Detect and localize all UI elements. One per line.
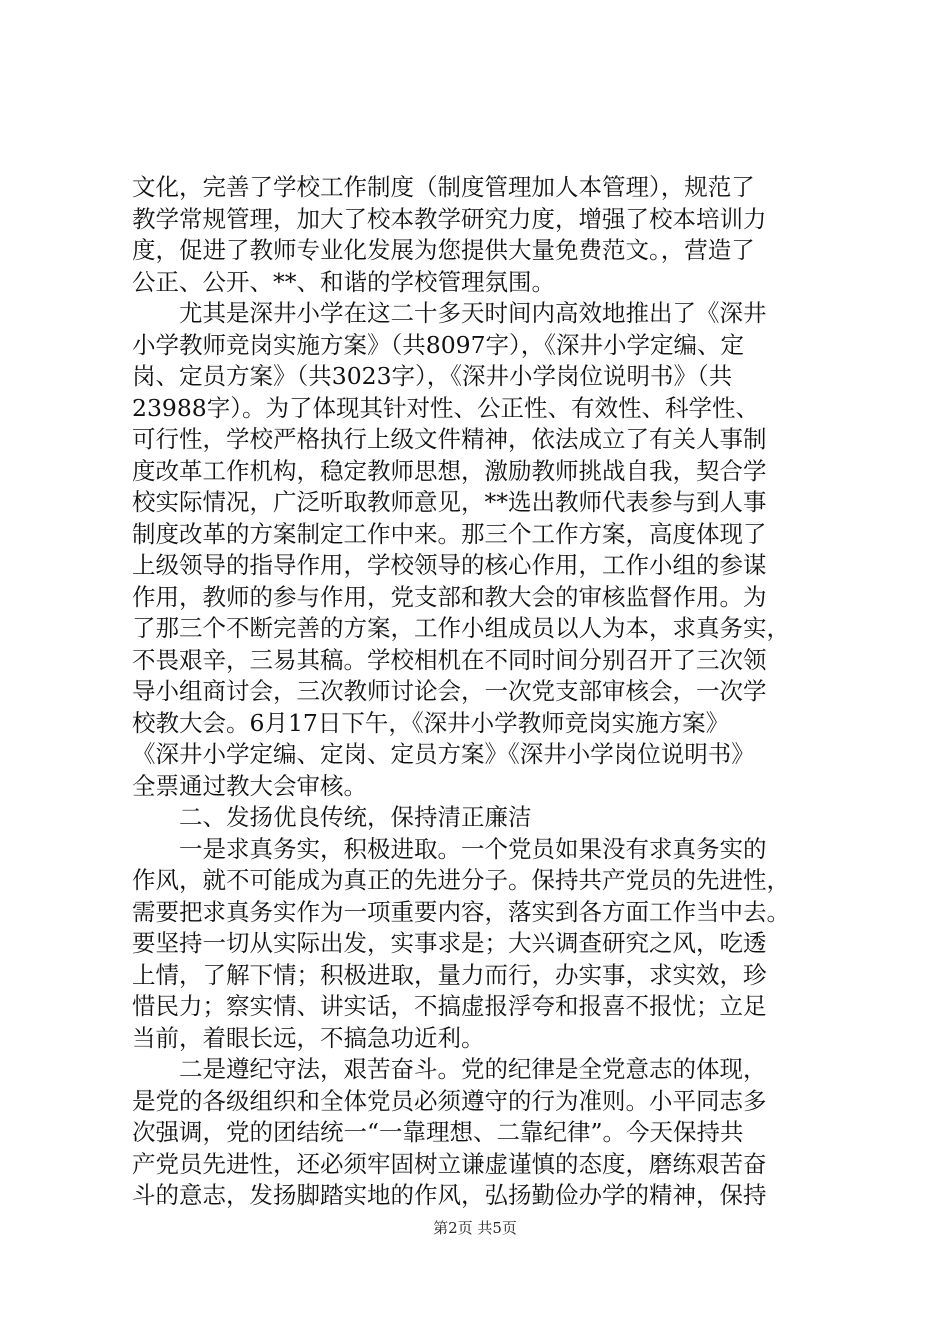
text-line: 校实际情况，广泛听取教师意见，**选出教师代表参与到人事 xyxy=(132,488,767,516)
text-line: 二是遵纪守法，艰苦奋斗。党的纪律是全党意志的体现， xyxy=(179,1055,767,1083)
text-line: 不畏艰辛，三易其稿。学校相机在不同时间分别召开了三次领 xyxy=(132,645,767,674)
text-line: 制度改革的方案制定工作中来。那三个工作方案，高度体现了 xyxy=(132,519,767,548)
page-number: 第2页 共5页 xyxy=(433,1219,517,1237)
text-line: 是党的各级组织和全体党员必须遵守的行为准则。小平同志多 xyxy=(132,1086,767,1115)
text-line: 23988字）。为了体现其针对性、公正性、有效性、科学性、 xyxy=(132,393,760,422)
text-line: 全票通过教大会审核。 xyxy=(132,771,367,800)
text-line: 作用，教师的参与作用，党支部和教大会的审核监督作用。为 xyxy=(132,582,767,611)
text-line: 惜民力；察实情、讲实话，不搞虚报浮夸和报喜不报忧；立足 xyxy=(132,992,767,1020)
text-line: 当前，着眼长远，不搞急功近利。 xyxy=(132,1023,485,1052)
text-line: 了那三个不断完善的方案，工作小组成员以人为本，求真务实， xyxy=(132,614,790,642)
text-line: 尤其是深井小学在这二十多天时间内高效地推出了《深井 xyxy=(179,299,767,327)
text-line: 上级领导的指导作用，学校领导的核心作用，工作小组的参谋 xyxy=(132,551,767,579)
text-line: 产党员先进性，还必须牢固树立谦虚谨慎的态度，磨练艰苦奋 xyxy=(132,1149,767,1178)
text-line: 次强调，党的团结统一“一靠理想、二靠纪律”。今天保持共 xyxy=(132,1118,744,1146)
text-line: 导小组商讨会，三次教师讨论会，一次党支部审核会，一次学 xyxy=(132,677,767,705)
text-line: 一是求真务实，积极进取。一个党员如果没有求真务实的 xyxy=(179,834,767,863)
text-line: 岗、定员方案》（共3023字），《深井小学岗位说明书》（共 xyxy=(132,362,733,390)
text-line: 教学常规管理，加大了校本教学研究力度，增强了校本培训力 xyxy=(132,204,767,233)
document-body xyxy=(132,172,832,1212)
text-line: 《深井小学定编、定岗、定员方案》《深井小学岗位说明书》 xyxy=(132,740,755,768)
text-line: 作风，就不可能成为真正的先进分子。保持共产党员的先进性， xyxy=(132,866,790,894)
text-line: 小学教师竞岗实施方案》（共8097字），《深井小学定编、定 xyxy=(132,330,745,359)
text-line: 要坚持一切从实际出发，实事求是；大兴调查研究之风，吃透 xyxy=(132,929,767,957)
text-line: 上情，了解下情；积极进取，量力而行，办实事，求实效，珍 xyxy=(132,960,767,989)
text-line: 文化，完善了学校工作制度（制度管理加人本管理），规范了 xyxy=(132,173,755,201)
text-line: 校教大会。6月17日下午，《深井小学教师竞岗实施方案》 xyxy=(132,708,730,737)
text-line: 二、发扬优良传统，保持清正廉洁 xyxy=(179,803,532,831)
text-line: 公正、公开、**、和谐的学校管理氛围。 xyxy=(132,267,555,296)
text-line: 可行性，学校严格执行上级文件精神，依法成立了有关人事制 xyxy=(132,425,767,453)
text-line: 斗的意志，发扬脚踏实地的作风，弘扬勤俭办学的精神，保持 xyxy=(132,1181,767,1209)
text-line: 度，促进了教师专业化发展为您提供大量免费范文。，营造了 xyxy=(132,236,755,264)
text-line: 需要把求真务实作为一项重要内容，落实到各方面工作当中去。 xyxy=(132,897,790,926)
text-line: 度改革工作机构，稳定教师思想，激励教师挑战自我，契合学 xyxy=(132,456,767,485)
